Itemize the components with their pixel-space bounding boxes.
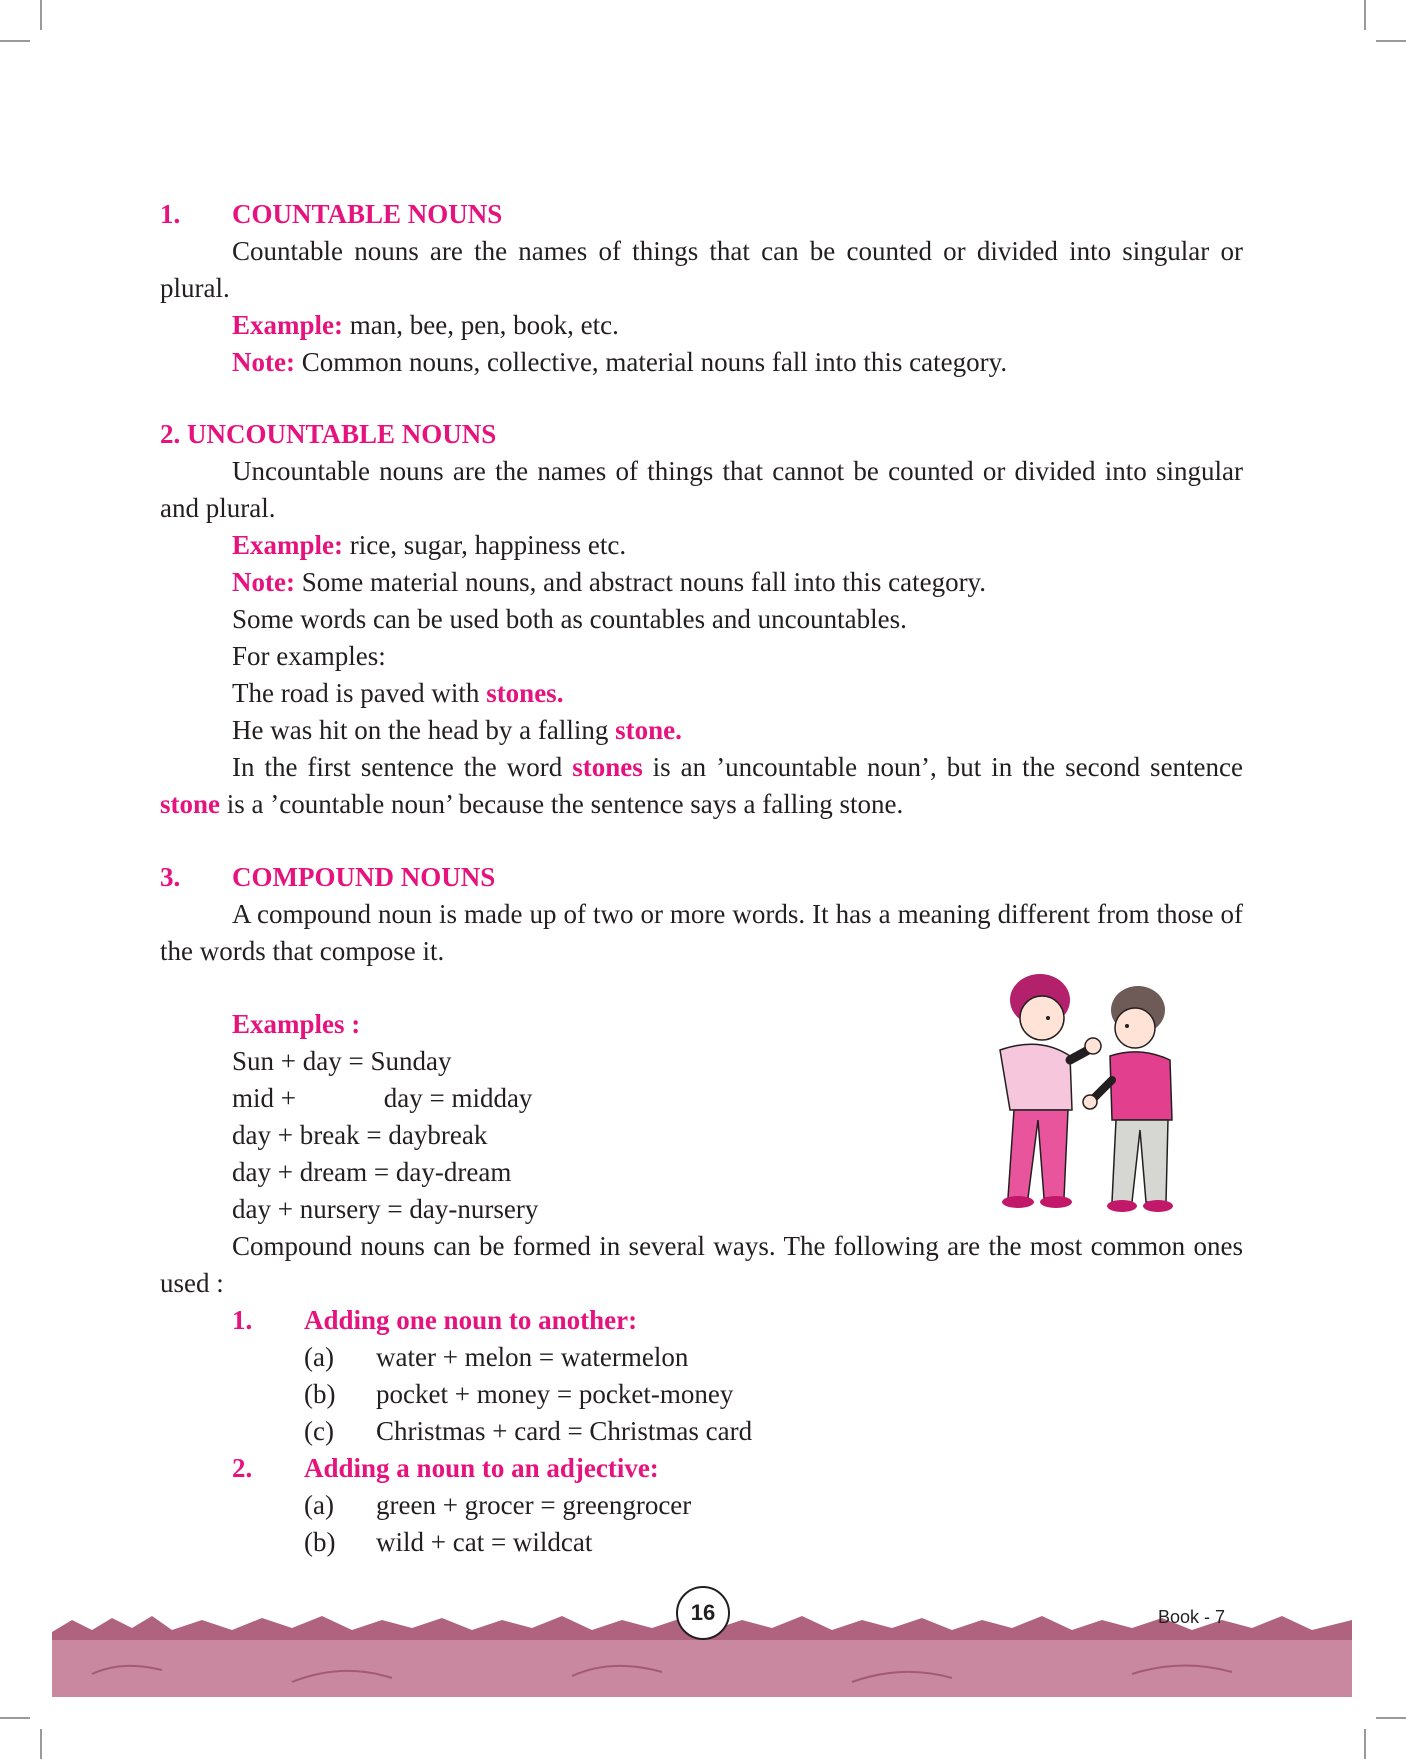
example-label: Example: bbox=[232, 530, 343, 560]
pants-left bbox=[1008, 1110, 1068, 1198]
section-heading-compound bbox=[160, 859, 1243, 896]
method-number: 1. bbox=[232, 1305, 253, 1335]
method-item bbox=[160, 1376, 1243, 1413]
section-number: 3. bbox=[160, 862, 181, 892]
explanation-text: In the first sentence the word bbox=[232, 752, 573, 782]
item-text: pocket + money = pocket-money bbox=[376, 1379, 734, 1409]
crop-mark bbox=[40, 0, 42, 30]
section-heading-uncountable bbox=[160, 416, 1243, 453]
page-number-badge: 16 bbox=[676, 1586, 730, 1640]
uncountable-example bbox=[160, 527, 1243, 564]
section-title: COMPOUND NOUNS bbox=[232, 862, 496, 892]
crop-mark bbox=[1376, 40, 1406, 42]
countable-note bbox=[160, 344, 1243, 381]
crop-mark bbox=[1364, 0, 1366, 30]
highlight-word: stone. bbox=[615, 715, 682, 745]
for-examples-line: For examples: bbox=[232, 641, 386, 671]
compound-example: Sun + day = Sunday bbox=[232, 1046, 452, 1076]
method-number: 2. bbox=[232, 1453, 253, 1483]
two-boys-illustration bbox=[980, 970, 1200, 1215]
item-label: (c) bbox=[304, 1416, 334, 1446]
example-text: rice, sugar, happiness etc. bbox=[343, 530, 627, 560]
compound-example: mid + day = midday bbox=[232, 1083, 533, 1113]
shirt-left bbox=[1000, 1044, 1072, 1110]
method-title: Adding a noun to an adjective: bbox=[304, 1453, 659, 1483]
note-label: Note: bbox=[232, 567, 295, 597]
pants-right bbox=[1112, 1120, 1168, 1202]
item-label: (b) bbox=[304, 1527, 336, 1557]
compound-example: day + nursery = day-nursery bbox=[232, 1194, 539, 1224]
formation-paragraph: Compound nouns can be formed in several ways. The following are the most common ones used : bbox=[160, 1231, 1243, 1298]
crop-mark bbox=[0, 40, 30, 42]
example-sentence-1 bbox=[160, 675, 1243, 712]
item-label: (a) bbox=[304, 1342, 334, 1372]
crop-mark bbox=[0, 1717, 30, 1719]
crop-mark bbox=[40, 1729, 42, 1759]
uncountable-note bbox=[160, 564, 1243, 601]
method-title: Adding one noun to another: bbox=[304, 1305, 638, 1335]
note-text: Common nouns, collective, material nouns fall into this category. bbox=[294, 347, 1008, 377]
note-label: Note: bbox=[232, 347, 295, 377]
explanation-paragraph bbox=[160, 749, 1243, 823]
countable-definition: Countable nouns are the names of things that can be counted or divided into singular or plural. bbox=[160, 236, 1243, 303]
countable-example bbox=[160, 307, 1243, 344]
method-item bbox=[160, 1413, 1243, 1450]
item-text: wild + cat = wildcat bbox=[376, 1527, 593, 1557]
example-label: Example: bbox=[232, 310, 343, 340]
method-heading-2 bbox=[160, 1450, 1243, 1487]
book-label: Book - 7 bbox=[1158, 1607, 1226, 1627]
explanation-text: is a ’countable noun’ because the sentence says a falling stone. bbox=[220, 789, 904, 819]
highlight-word: stones bbox=[572, 752, 643, 782]
method-item bbox=[160, 1524, 1243, 1561]
highlight-word: stones. bbox=[486, 678, 564, 708]
explanation-text: is an ’uncountable noun’, but in the second sentence bbox=[642, 752, 1244, 782]
method-item bbox=[160, 1487, 1243, 1524]
face-left bbox=[1020, 996, 1064, 1040]
crop-mark bbox=[1376, 1717, 1406, 1719]
sentence-text: He was hit on the head by a falling bbox=[232, 715, 616, 745]
example-text: man, bee, pen, book, etc. bbox=[343, 310, 619, 340]
examples-label: Examples : bbox=[232, 1009, 361, 1039]
shirt-right bbox=[1110, 1052, 1172, 1120]
sentence-text: The road is paved with bbox=[232, 678, 487, 708]
highlight-word: stone bbox=[160, 789, 220, 819]
compound-definition: A compound noun is made up of two or more words. It has a meaning different from those of the words that compose it. bbox=[160, 899, 1243, 966]
section-number: 1. bbox=[160, 199, 181, 229]
example-sentence-2 bbox=[160, 712, 1243, 749]
item-text: green + grocer = greengrocer bbox=[376, 1490, 692, 1520]
section-title: 2. UNCOUNTABLE NOUNS bbox=[160, 419, 497, 449]
method-item bbox=[160, 1339, 1243, 1376]
note-text: Some material nouns, and abstract nouns fall into this category. bbox=[294, 567, 987, 597]
compound-example: day + break = daybreak bbox=[232, 1120, 488, 1150]
item-text: water + melon = watermelon bbox=[376, 1342, 689, 1372]
section-heading-countable bbox=[160, 196, 1243, 233]
item-text: Christmas + card = Christmas card bbox=[376, 1416, 753, 1446]
page-content bbox=[160, 196, 1243, 1561]
both-usage-line: Some words can be used both as countables and uncountables. bbox=[232, 604, 907, 634]
item-label: (a) bbox=[304, 1490, 334, 1520]
method-heading-1 bbox=[160, 1302, 1243, 1339]
crop-mark bbox=[1364, 1729, 1366, 1759]
item-label: (b) bbox=[304, 1379, 336, 1409]
section-title: COUNTABLE NOUNS bbox=[232, 199, 503, 229]
face-right bbox=[1115, 1008, 1155, 1048]
compound-example: day + dream = day-dream bbox=[232, 1157, 512, 1187]
uncountable-definition: Uncountable nouns are the names of things that cannot be counted or divided into singular and plural. bbox=[160, 456, 1243, 523]
